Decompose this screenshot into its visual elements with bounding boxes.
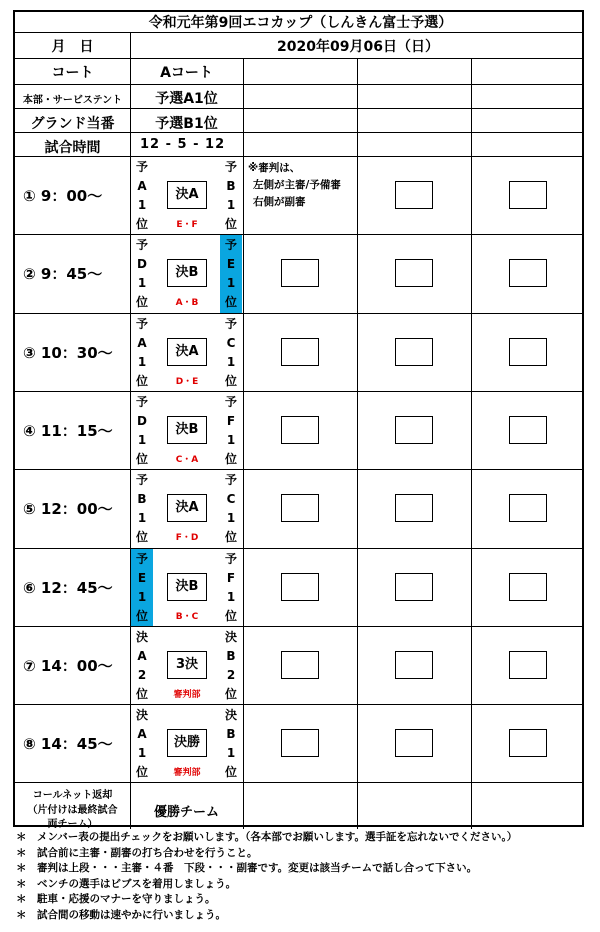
match-label: 決B [175, 421, 199, 437]
team-left-char: 予 [135, 238, 148, 253]
team-left-char: D [137, 257, 147, 272]
team-left-char: 予 [135, 551, 148, 566]
tent-value: 予選A1位 [155, 91, 218, 107]
referee-teams: 審判部 [173, 689, 201, 700]
match-label: 決勝 [173, 735, 200, 751]
team-left-char: A [137, 648, 147, 663]
team-right-char: 予 [224, 394, 237, 409]
team-right-char: 位 [224, 451, 237, 466]
team-right-char: 1 [226, 198, 236, 212]
score-box[interactable] [509, 338, 547, 366]
team-right-char: 予 [224, 160, 237, 174]
team-left-char: 位 [135, 530, 148, 545]
score-box[interactable] [509, 573, 547, 601]
team-left-char: 予 [135, 316, 148, 331]
team-left-char: 決 [135, 708, 148, 723]
score-box[interactable] [395, 494, 433, 522]
note-item: ＊ 駐車・応援のマナーを守りましょう。 [16, 893, 216, 905]
match-time: ③ 10：30～ [23, 343, 113, 362]
note-item: ＊ 試合間の移動は速やかに行いましょう。 [16, 908, 226, 921]
note-item: ＊ 審判は上段・・・主審・４番 下段・・・副審です。変更は該当チームで話し合って下さい。 [16, 862, 478, 874]
note-item: ＊ ベンチの選手はビブスを着用しましょう。 [16, 877, 237, 890]
team-right-char: 予 [224, 316, 237, 331]
score-box[interactable] [281, 416, 319, 444]
team-left-char: 位 [135, 373, 148, 388]
team-right-char: 1 [226, 589, 236, 604]
team-right-char: 1 [226, 746, 236, 761]
team-left-char: 予 [135, 160, 148, 174]
match-label: 3決 [175, 656, 199, 672]
team-right-char: F [226, 570, 236, 585]
footer-left-line-3: 両チーム） [47, 819, 98, 830]
score-box[interactable] [395, 729, 433, 757]
team-right-char: 位 [224, 217, 237, 231]
team-left-char: 1 [137, 746, 147, 761]
grid-hline [15, 132, 582, 133]
page-title: 令和元年第9回エコカップ（しんきん富士予選） [148, 15, 453, 31]
match-time: ④ 11：15～ [23, 422, 113, 441]
team-right-char: 決 [224, 708, 237, 723]
referee-teams: D・E [175, 376, 199, 387]
referee-note-line: ※審判は、 [248, 162, 301, 174]
team-left-char: 1 [137, 589, 147, 604]
score-box[interactable] [281, 651, 319, 679]
team-right-char: 予 [224, 238, 237, 253]
match-row [15, 391, 586, 469]
time-value: 12 - 5 - 12 [140, 137, 226, 152]
team-left-char: 位 [135, 451, 148, 466]
match-label: 決A [175, 343, 199, 359]
referee-teams: B・C [175, 611, 199, 622]
score-box[interactable] [395, 651, 433, 679]
team-left-char: 1 [137, 511, 147, 526]
score-box[interactable] [395, 259, 433, 287]
score-box[interactable] [509, 729, 547, 757]
match-row [15, 156, 586, 234]
team-right-char: 1 [226, 511, 236, 526]
team-right-char: C [226, 335, 236, 350]
ground-value: 予選B1位 [155, 116, 218, 132]
match-row [15, 469, 586, 547]
match-time: ⑤ 12：00～ [23, 500, 113, 519]
referee-teams: A・B [175, 298, 199, 309]
match-label: 決B [175, 265, 199, 281]
score-box[interactable] [509, 494, 547, 522]
team-right-char: 1 [226, 354, 236, 369]
score-box[interactable] [395, 181, 433, 209]
match-row [15, 313, 586, 391]
team-right-char: 位 [224, 765, 237, 780]
team-left-char: 位 [135, 295, 148, 310]
team-right-char: F [226, 413, 236, 428]
team-left-char: B [137, 492, 147, 507]
score-box[interactable] [281, 494, 319, 522]
team-left-char: 決 [135, 629, 148, 644]
team-right-char: 2 [226, 667, 236, 682]
ground-label: グランド当番 [30, 116, 115, 132]
score-box[interactable] [281, 573, 319, 601]
grid-hline [15, 84, 582, 85]
date-label: 月 日 [51, 39, 94, 55]
score-box[interactable] [281, 259, 319, 287]
match-time: ⑦ 14：00～ [23, 656, 113, 675]
team-left-char: D [137, 413, 147, 428]
champion-team-label: 優勝チーム [153, 805, 219, 820]
grid-hline [15, 58, 582, 59]
referee-teams: 審判部 [173, 768, 201, 779]
team-right-char: 1 [226, 276, 236, 291]
team-left-char: 1 [137, 198, 147, 212]
team-left-char: 予 [135, 473, 148, 488]
date-value: 2020年09月06日（日） [277, 39, 439, 55]
team-left-char: A [137, 335, 147, 350]
team-right-char: E [226, 257, 236, 272]
team-left-char: 2 [137, 667, 147, 682]
court-value: Aコート [160, 65, 213, 81]
team-right-char: 予 [224, 473, 237, 488]
note-item: ＊ 試合前に主審・副審の打ち合わせを行うこと。 [16, 846, 258, 859]
score-box[interactable] [395, 573, 433, 601]
match-row [15, 234, 586, 312]
time-label: 試合時間 [44, 140, 101, 156]
score-box[interactable] [395, 338, 433, 366]
team-left-char: 位 [135, 686, 148, 701]
match-label: 決A [175, 500, 199, 516]
team-right-char: B [226, 727, 236, 742]
team-right-char: 位 [224, 530, 237, 545]
team-right-char: B [226, 648, 236, 663]
notes-list [16, 830, 586, 923]
team-right-char: 位 [224, 373, 237, 388]
score-box[interactable] [395, 416, 433, 444]
grid-hline [15, 32, 582, 33]
match-row [15, 626, 586, 704]
referee-teams: C・A [175, 454, 199, 465]
score-box[interactable] [509, 651, 547, 679]
score-box[interactable] [509, 416, 547, 444]
team-left-char: A [137, 727, 147, 742]
team-left-char: A [137, 179, 147, 193]
score-box[interactable] [509, 259, 547, 287]
team-left-char: 1 [137, 354, 147, 369]
match-row [15, 548, 586, 626]
team-right-char: 1 [226, 432, 236, 447]
match-time: ⑧ 14：45～ [23, 735, 113, 754]
tent-label: 本部・サービステント [22, 95, 123, 106]
team-right-char: 位 [224, 608, 237, 623]
team-left-char: E [137, 570, 147, 585]
match-row [15, 704, 586, 782]
match-time: ② 9：45～ [23, 265, 103, 284]
team-right-char: B [226, 179, 236, 193]
grid-hline [15, 108, 582, 109]
team-left-char: 1 [137, 432, 147, 447]
team-right-char: 位 [224, 686, 237, 701]
footer-left-line-2: （片付けは最終試合 [27, 805, 118, 816]
referee-teams: E・F [176, 220, 198, 230]
note-item: ＊ メンバー表の提出チェックをお願いします。（各本部でお願いします。選手証を忘れないでください。） [16, 831, 518, 843]
grid-hline [15, 782, 582, 783]
team-right-char: 位 [224, 295, 237, 310]
score-box[interactable] [509, 181, 547, 209]
team-left-char: 位 [135, 217, 148, 231]
referee-teams: F・D [175, 533, 199, 544]
team-right-char: 決 [224, 629, 237, 644]
match-label: 決A [175, 187, 199, 202]
match-time: ① 9：00～ [23, 187, 103, 206]
court-label: コート [51, 65, 94, 81]
team-left-char: 位 [135, 765, 148, 780]
footer-left-line-1: コールネット返却 [32, 790, 113, 801]
match-time: ⑥ 12：45～ [23, 578, 113, 597]
team-right-char: C [226, 492, 236, 507]
team-left-char: 予 [135, 394, 148, 409]
team-left-char: 位 [135, 608, 148, 623]
match-label: 決B [175, 578, 199, 594]
team-left-char: 1 [137, 276, 147, 291]
referee-note-line: 右側が副審 [253, 196, 306, 208]
team-right-char: 予 [224, 551, 237, 566]
schedule-sheet [13, 10, 584, 830]
score-box[interactable] [281, 338, 319, 366]
referee-note-line: 左側が主審/予備審 [253, 179, 341, 191]
score-box[interactable] [281, 729, 319, 757]
